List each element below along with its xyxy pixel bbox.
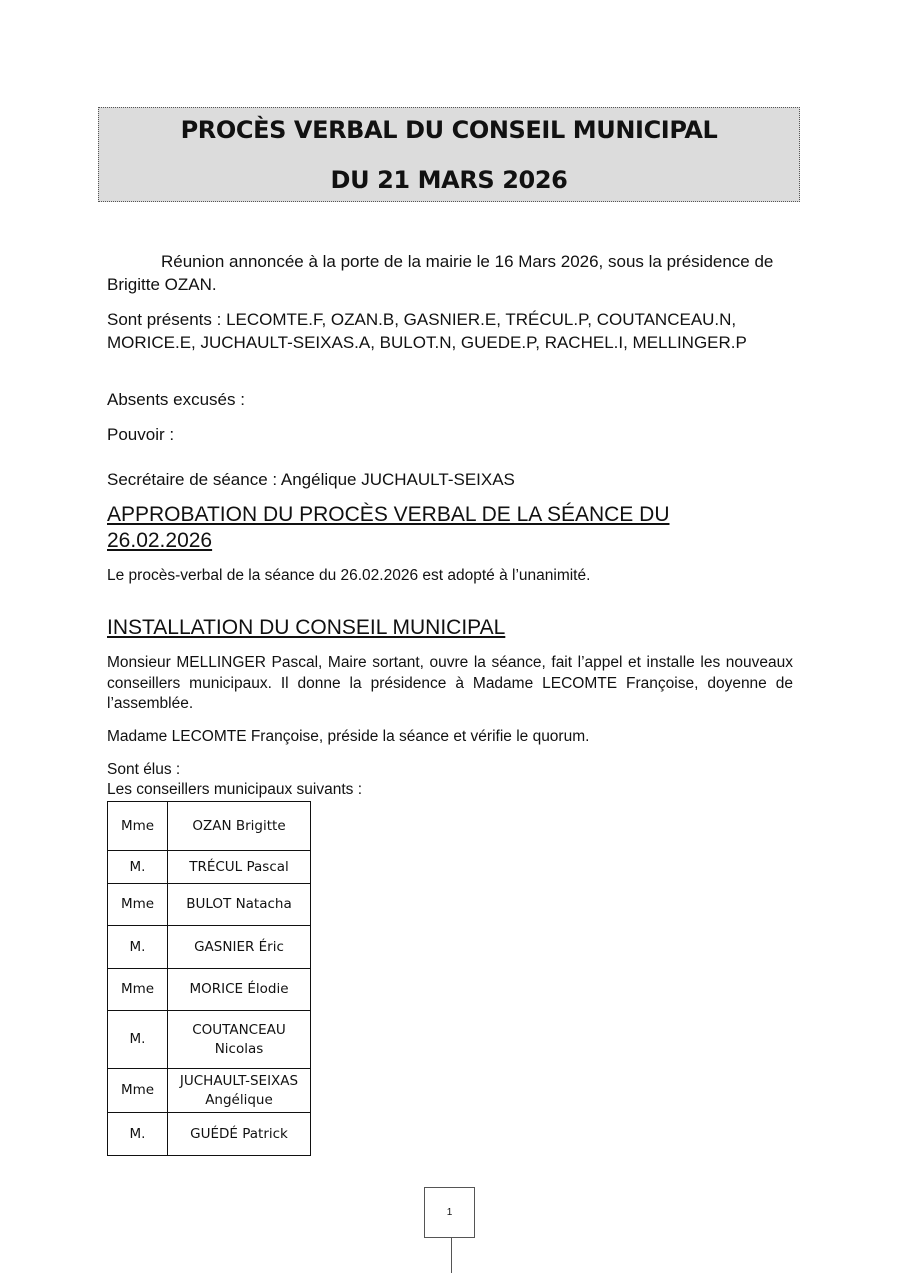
page-number: 1 bbox=[424, 1187, 475, 1238]
civility-cell: Mme bbox=[108, 1069, 168, 1113]
document-title-box bbox=[98, 107, 800, 202]
approbation-heading: APPROBATION DU PROCÈS VERBAL DE LA SÉANCE DU 26.02.2026 bbox=[107, 503, 670, 552]
name-cell: OZAN Brigitte bbox=[168, 802, 311, 851]
quorum-paragraph: Madame LECOMTE Françoise, préside la séance et vérifie le quorum. bbox=[107, 728, 590, 745]
document-date: DU 21 MARS 2026 bbox=[330, 166, 568, 194]
installation-paragraph: Monsieur MELLINGER Pascal, Maire sortant, ouvre la séance, fait l’appel et installe les nouveaux conseillers municipaux. Il donne la présidence à Madame LECOMTE Françoise, doyenne de l’assemblée. bbox=[107, 654, 793, 712]
civility-cell: M. bbox=[108, 851, 168, 884]
approbation-body: Le procès-verbal de la séance du 26.02.2026 est adopté à l’unanimité. bbox=[107, 567, 591, 584]
presents-paragraph: Sont présents : LECOMTE.F, OZAN.B, GASNIER.E, TRÉCUL.P, COUTANCEAU.N, MORICE.E, JUCHAULT-SEIXAS.A, BULOT.N, GUEDE.P, RACHEL.I, MELLINGER.P bbox=[107, 310, 747, 352]
name-cell: BULOT Natacha bbox=[168, 884, 311, 926]
civility-cell: M. bbox=[108, 1011, 168, 1069]
civility-cell: Mme bbox=[108, 884, 168, 926]
name-cell: TRÉCUL Pascal bbox=[168, 851, 311, 884]
table-row bbox=[108, 1069, 311, 1113]
name-cell: MORICE Élodie bbox=[168, 969, 311, 1011]
name-cell: JUCHAULT-SEIXAS Angélique bbox=[168, 1069, 311, 1113]
installation-heading: INSTALLATION DU CONSEIL MUNICIPAL bbox=[107, 616, 506, 639]
secretaire-line: Secrétaire de séance : Angélique JUCHAULT-SEIXAS bbox=[107, 470, 515, 489]
table-row bbox=[108, 802, 311, 851]
document-title: PROCÈS VERBAL DU CONSEIL MUNICIPAL bbox=[180, 116, 718, 144]
name-cell: GUÉDÉ Patrick bbox=[168, 1113, 311, 1156]
table-row bbox=[108, 969, 311, 1011]
name-cell: COUTANCEAU Nicolas bbox=[168, 1011, 311, 1069]
absents-line: Absents excusés : bbox=[107, 390, 245, 409]
table-row bbox=[108, 884, 311, 926]
conseillers-line: Les conseillers municipaux suivants : bbox=[107, 781, 363, 798]
page-number-connector bbox=[451, 1238, 452, 1273]
table-row bbox=[108, 926, 311, 969]
pouvoir-line: Pouvoir : bbox=[107, 425, 175, 444]
civility-cell: Mme bbox=[108, 802, 168, 851]
table-row bbox=[108, 1011, 311, 1069]
name-cell: GASNIER Éric bbox=[168, 926, 311, 969]
reunion-paragraph: Réunion annoncée à la porte de la mairie le 16 Mars 2026, sous la présidence de Brigitte OZAN. bbox=[107, 252, 774, 294]
table-row bbox=[108, 1113, 311, 1156]
table-row bbox=[108, 851, 311, 884]
sont-elus-line: Sont élus : bbox=[107, 761, 181, 778]
civility-cell: M. bbox=[108, 926, 168, 969]
elus-table bbox=[107, 801, 311, 1156]
civility-cell: M. bbox=[108, 1113, 168, 1156]
civility-cell: Mme bbox=[108, 969, 168, 1011]
